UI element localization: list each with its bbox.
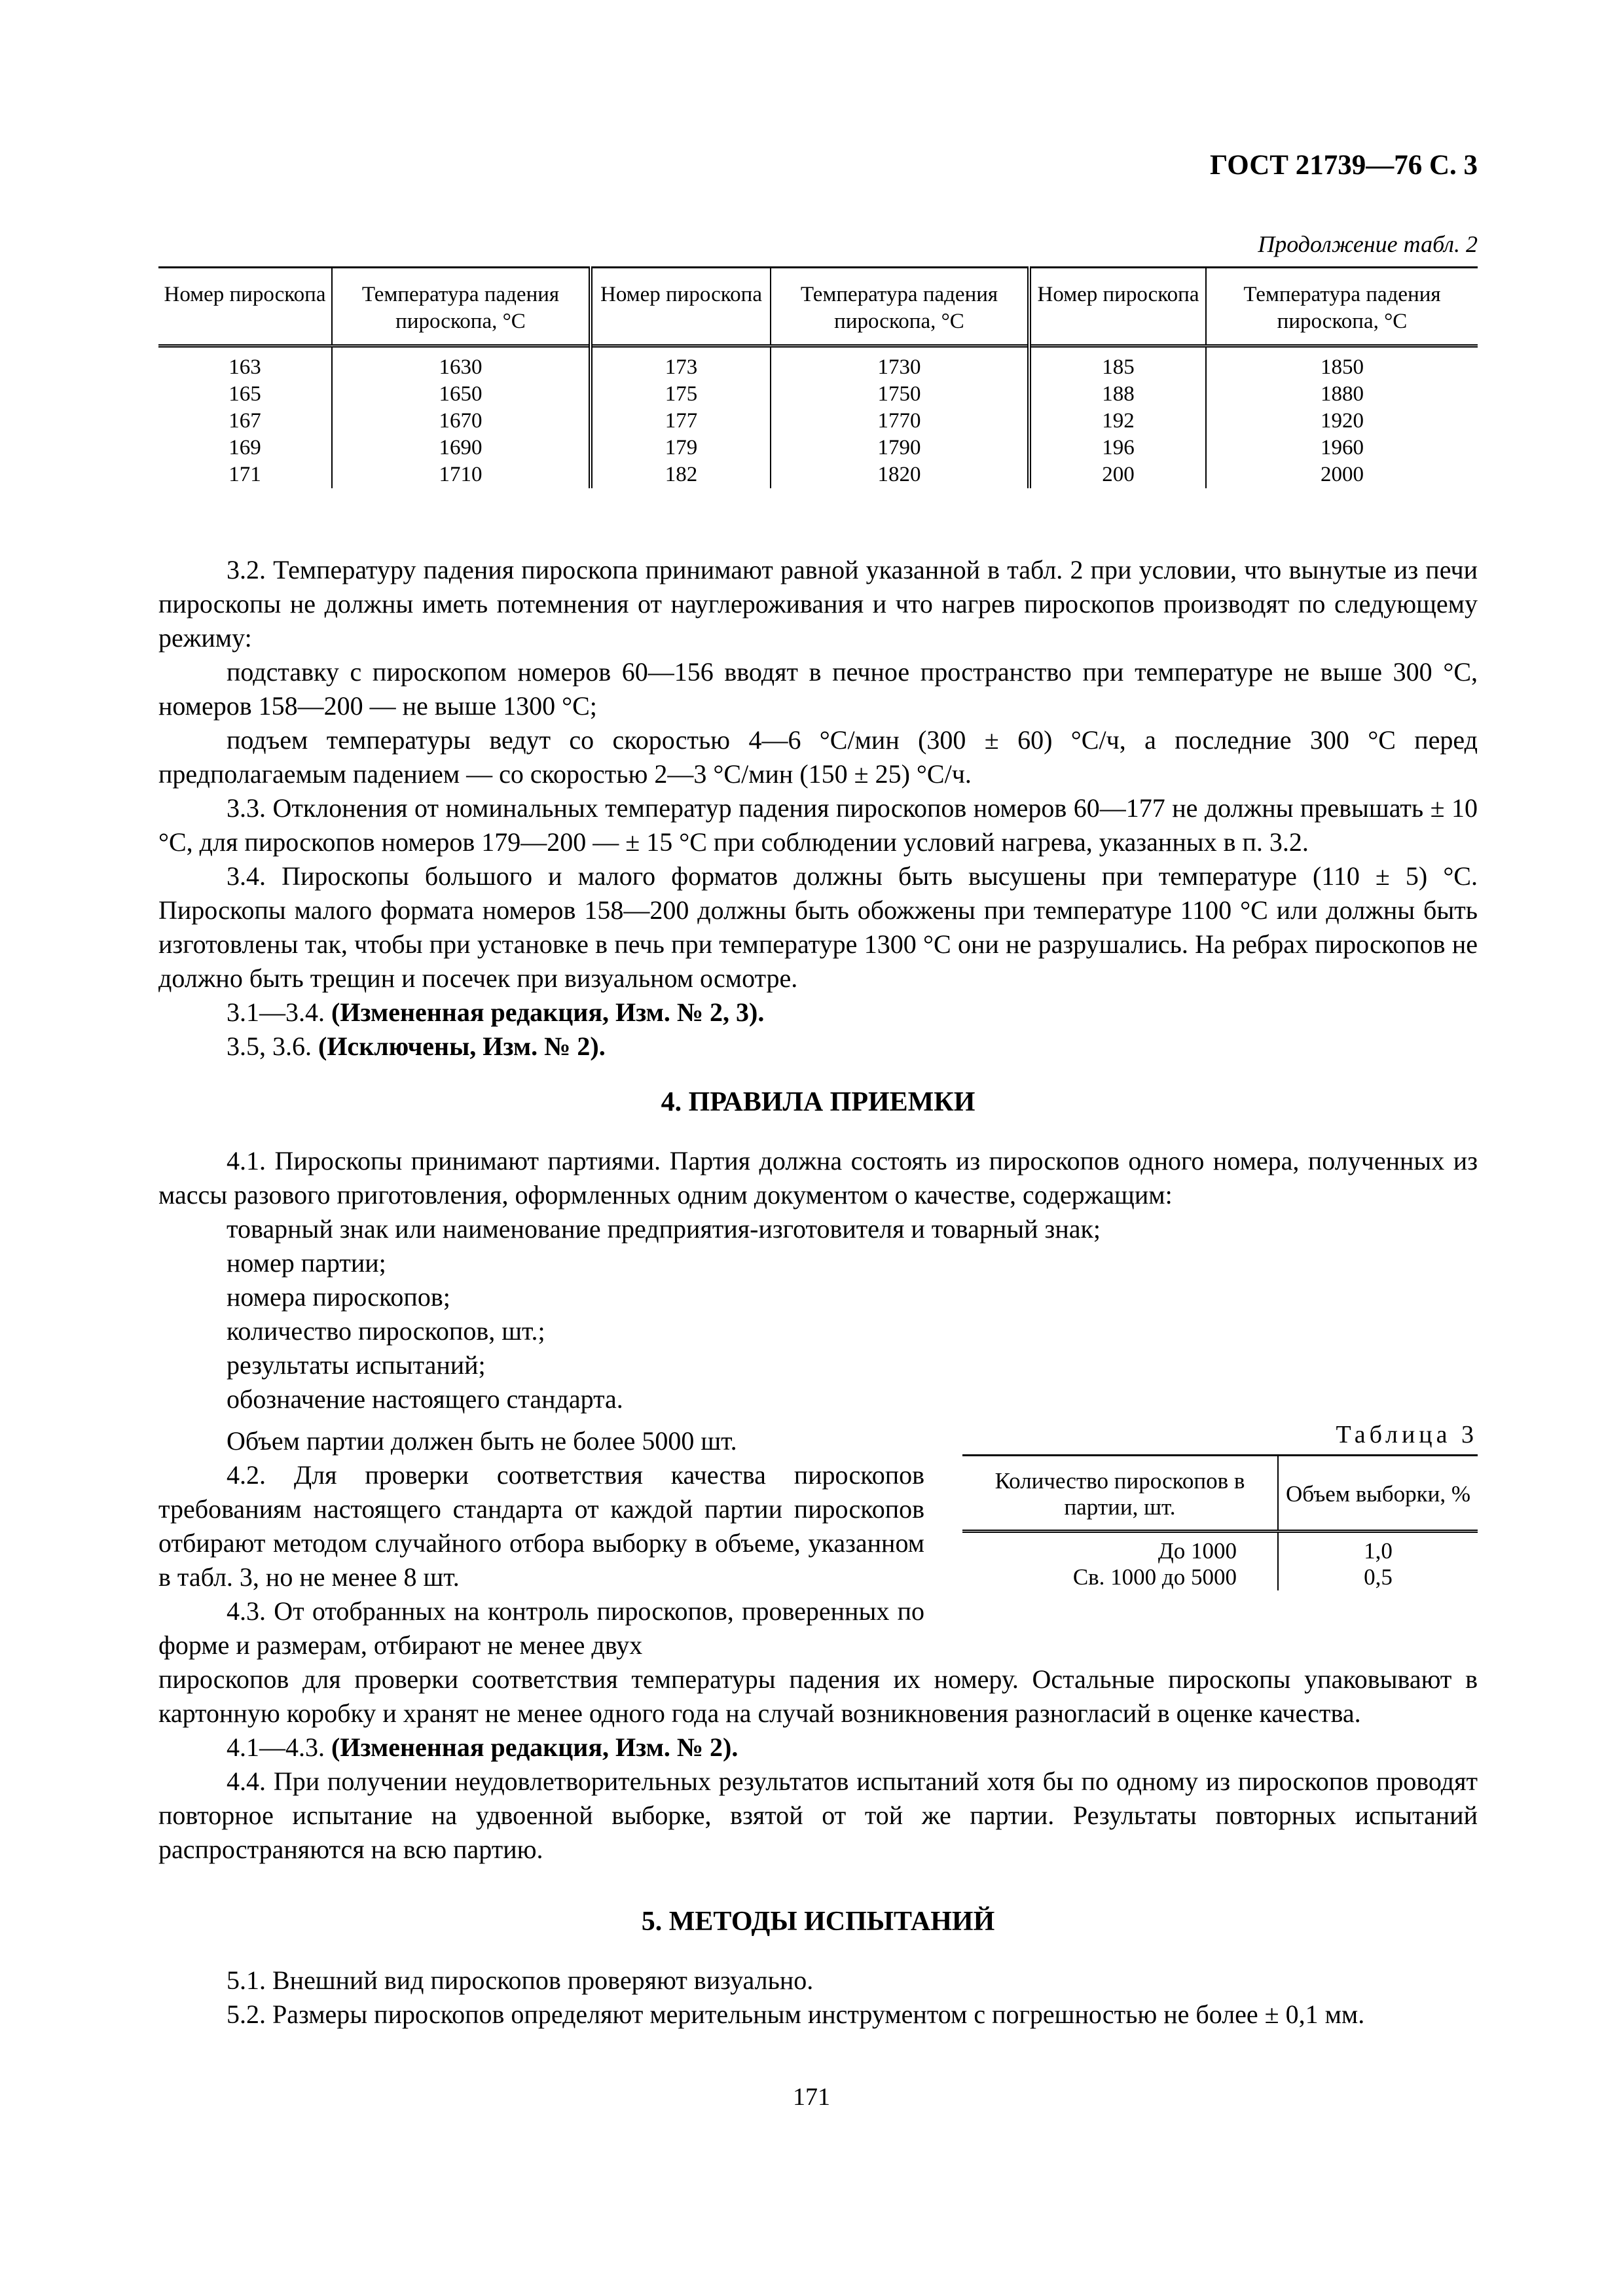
table-cell: 200 xyxy=(1029,461,1206,488)
batch-volume: Объем партии должен быть не более 5000 шт. xyxy=(227,1426,737,1456)
table-3-title: Таблица 3 xyxy=(1336,1421,1478,1448)
table-cell: 185 xyxy=(1029,346,1206,382)
list-item: количество пироскопов, шт.; xyxy=(227,1316,545,1346)
paragraph-3-3: 3.3. Отклонения от номинальных температур падения пироскопов номеров 60—177 не должны превышать ± 10 °С, для пироскопов номеров 179—200 — ± 15 °С при соблюдении условий нагрева, указанных в п. 3.2. xyxy=(158,793,1478,857)
section-5-title: 5. МЕТОДЫ ИСПЫТАНИЙ xyxy=(641,1907,995,1937)
table-cell: 179 xyxy=(591,435,771,461)
amendment-note xyxy=(158,996,1478,1030)
table-header-cell: Номер пироскопа xyxy=(158,268,332,346)
table-cell: 1650 xyxy=(332,381,591,408)
paragraph-5-1: 5.1. Внешний вид пироскопов проверяют визуально. xyxy=(227,1965,814,1995)
section-3-body xyxy=(158,553,1478,1064)
exclusion-note xyxy=(158,1030,1478,1064)
table-cell: 1730 xyxy=(771,346,1029,382)
table-cell: 1690 xyxy=(332,435,591,461)
table-cell: 2000 xyxy=(1206,461,1478,488)
paragraph-4-1: 4.1. Пироскопы принимают партиями. Партия должна состоять из пироскопов одного номера, полученных из массы разового приготовления, оформленных одним документом о качестве, содержащим: xyxy=(158,1146,1478,1210)
table-row xyxy=(158,435,1478,461)
list-item: номер партии; xyxy=(227,1248,386,1278)
list-item: результаты испытаний; xyxy=(227,1350,486,1380)
paragraph-4-4: 4.4. При получении неудовлетворительных результатов испытаний хотя бы по одному из пироскопов проводят повторное испытание на удвоенной выборке, взятой от той же партии. Результаты повторных испытаний распространяются на всю партию. xyxy=(158,1767,1478,1864)
table-cell: 1880 xyxy=(1206,381,1478,408)
table-3 xyxy=(962,1454,1478,1590)
section-4-title: 4. ПРАВИЛА ПРИЕМКИ xyxy=(661,1087,976,1117)
table-row xyxy=(158,461,1478,488)
table-cell: 196 xyxy=(1029,435,1206,461)
table-row xyxy=(158,408,1478,435)
table-cell: 1850 xyxy=(1206,346,1478,382)
amendment-ref: 4.1—4.3. xyxy=(227,1732,331,1762)
table-header-row xyxy=(962,1456,1478,1532)
table-continuation-label: Продолжение табл. 2 xyxy=(1258,231,1478,257)
table-cell: 1820 xyxy=(771,461,1029,488)
paragraph-3-4: 3.4. Пироскопы большого и малого форматов должны быть высушены при температуре (110 ± 5) °С. Пироскопы малого формата номеров 158—200 должны быть обожжены при температуре 1100 °С или должны быть изготовлены так, чтобы при установке в печь при температуре 1300 °С они не разрушались. На ребрах пироскопов не должно быть трещин и посечек при визуальном осмотре. xyxy=(158,861,1478,993)
paragraph-3-2-regime-b: подъем температуры ведут со скоростью 4—6 °С/мин (300 ± 60) °С/ч, а последние 300 °С перед предполагаемым падением — со скоростью 2—3 °С/мин (150 ± 25) °С/ч. xyxy=(158,725,1478,789)
paragraph-4-3-start: 4.3. От отобранных на контроль пироскопов, проверенных по форме и размерам, отбирают не менее двух xyxy=(158,1596,924,1660)
table-cell: 163 xyxy=(228,355,261,379)
table-cell: 1770 xyxy=(771,408,1029,435)
list-item: номера пироскопов; xyxy=(227,1282,450,1312)
exclusion-ref: 3.5, 3.6. xyxy=(227,1031,318,1061)
table-cell: 1960 xyxy=(1206,435,1478,461)
table-cell: 173 xyxy=(591,346,771,382)
section-4-wrapped-text xyxy=(158,1424,924,1662)
paragraph-3-2-regime-a: подставку с пироскопом номеров 60—156 вводят в печное пространство при температуре не выше 300 °С, номеров 158—200 — не выше 1300 °С; xyxy=(158,657,1478,721)
exclusion-text: (Исключены, Изм. № 2). xyxy=(318,1031,606,1061)
table-header-cell: Температура падения пироскопа, °С xyxy=(332,268,591,346)
table-cell: До 1000 xyxy=(1158,1538,1237,1564)
table-cell: 1,0 xyxy=(1278,1532,1478,1565)
table-row xyxy=(962,1564,1478,1590)
table-header-cell: Количество пироскопов в партии, шт. xyxy=(962,1456,1278,1532)
paragraph-3-2: 3.2. Температуру падения пироскопа принимают равной указанной в табл. 2 при условии, что вынутые из печи пироскопы не должны иметь потемнения от науглероживания и что нагрев пироскопов производят по следующему режиму: xyxy=(158,555,1478,653)
table-cell: 1630 xyxy=(332,346,591,382)
table-cell: 182 xyxy=(591,461,771,488)
amendment-ref: 3.1—3.4. xyxy=(227,997,331,1027)
table-cell: 171 xyxy=(228,463,261,486)
table-cell: 1710 xyxy=(332,461,591,488)
paragraph-4-3-end: пироскопов для проверки соответствия температуры падения их номеру. Остальные пироскопы упаковывают в картонную коробку и хранят не менее одного года на случай возникновения разногласий в оценке качества. xyxy=(158,1664,1478,1728)
amendment-text: (Измененная редакция, Изм. № 2, 3). xyxy=(331,997,765,1027)
table-cell: 1750 xyxy=(771,381,1029,408)
amendment-text: (Измененная редакция, Изм. № 2). xyxy=(331,1732,739,1762)
table-header-cell: Номер пироскопа xyxy=(1029,268,1206,346)
table-cell: 1790 xyxy=(771,435,1029,461)
list-item: товарный знак или наименование предприятия-изготовителя и товарный знак; xyxy=(227,1214,1101,1244)
table-cell: 167 xyxy=(228,409,261,433)
table-cell: 177 xyxy=(591,408,771,435)
document-header: ГОСТ 21739—76 С. 3 xyxy=(1209,150,1478,181)
table-header-row xyxy=(158,268,1478,346)
page-number: 171 xyxy=(793,2083,830,2111)
table-row xyxy=(962,1532,1478,1565)
table-row xyxy=(158,381,1478,408)
table-2-continuation xyxy=(158,266,1478,488)
table-cell: 1920 xyxy=(1206,408,1478,435)
table-row xyxy=(158,346,1478,382)
amendment-note xyxy=(158,1731,1478,1765)
table-header-cell: Объем выборки, % xyxy=(1278,1456,1478,1532)
section-4-intro xyxy=(158,1144,1478,1416)
table-header-cell: Номер пироскопа xyxy=(591,268,771,346)
paragraph-4-2: 4.2. Для проверки соответствия качества пироскопов требованиям настоящего стандарта от каждой партии пироскопов отбирают методом случайного отбора выборку в объеме, указанном в табл. 3, но не менее 8 шт. xyxy=(158,1460,924,1592)
table-cell: 192 xyxy=(1029,408,1206,435)
section-5-body xyxy=(158,1964,1478,2032)
table-cell: 188 xyxy=(1029,381,1206,408)
table-cell: 1670 xyxy=(332,408,591,435)
list-item: обозначение настоящего стандарта. xyxy=(227,1384,623,1414)
section-4-continued xyxy=(158,1662,1478,1867)
table-cell: 0,5 xyxy=(1278,1564,1478,1590)
table-cell: 169 xyxy=(228,436,261,459)
table-cell: 165 xyxy=(228,382,261,406)
table-header-cell: Температура падения пироскопа, °С xyxy=(1206,268,1478,346)
table-cell: Св. 1000 до 5000 xyxy=(1072,1564,1237,1590)
table-header-cell: Температура падения пироскопа, °С xyxy=(771,268,1029,346)
paragraph-5-2: 5.2. Размеры пироскопов определяют мерительным инструментом с погрешностью не более ± 0,1 мм. xyxy=(227,2000,1365,2029)
table-cell: 175 xyxy=(591,381,771,408)
